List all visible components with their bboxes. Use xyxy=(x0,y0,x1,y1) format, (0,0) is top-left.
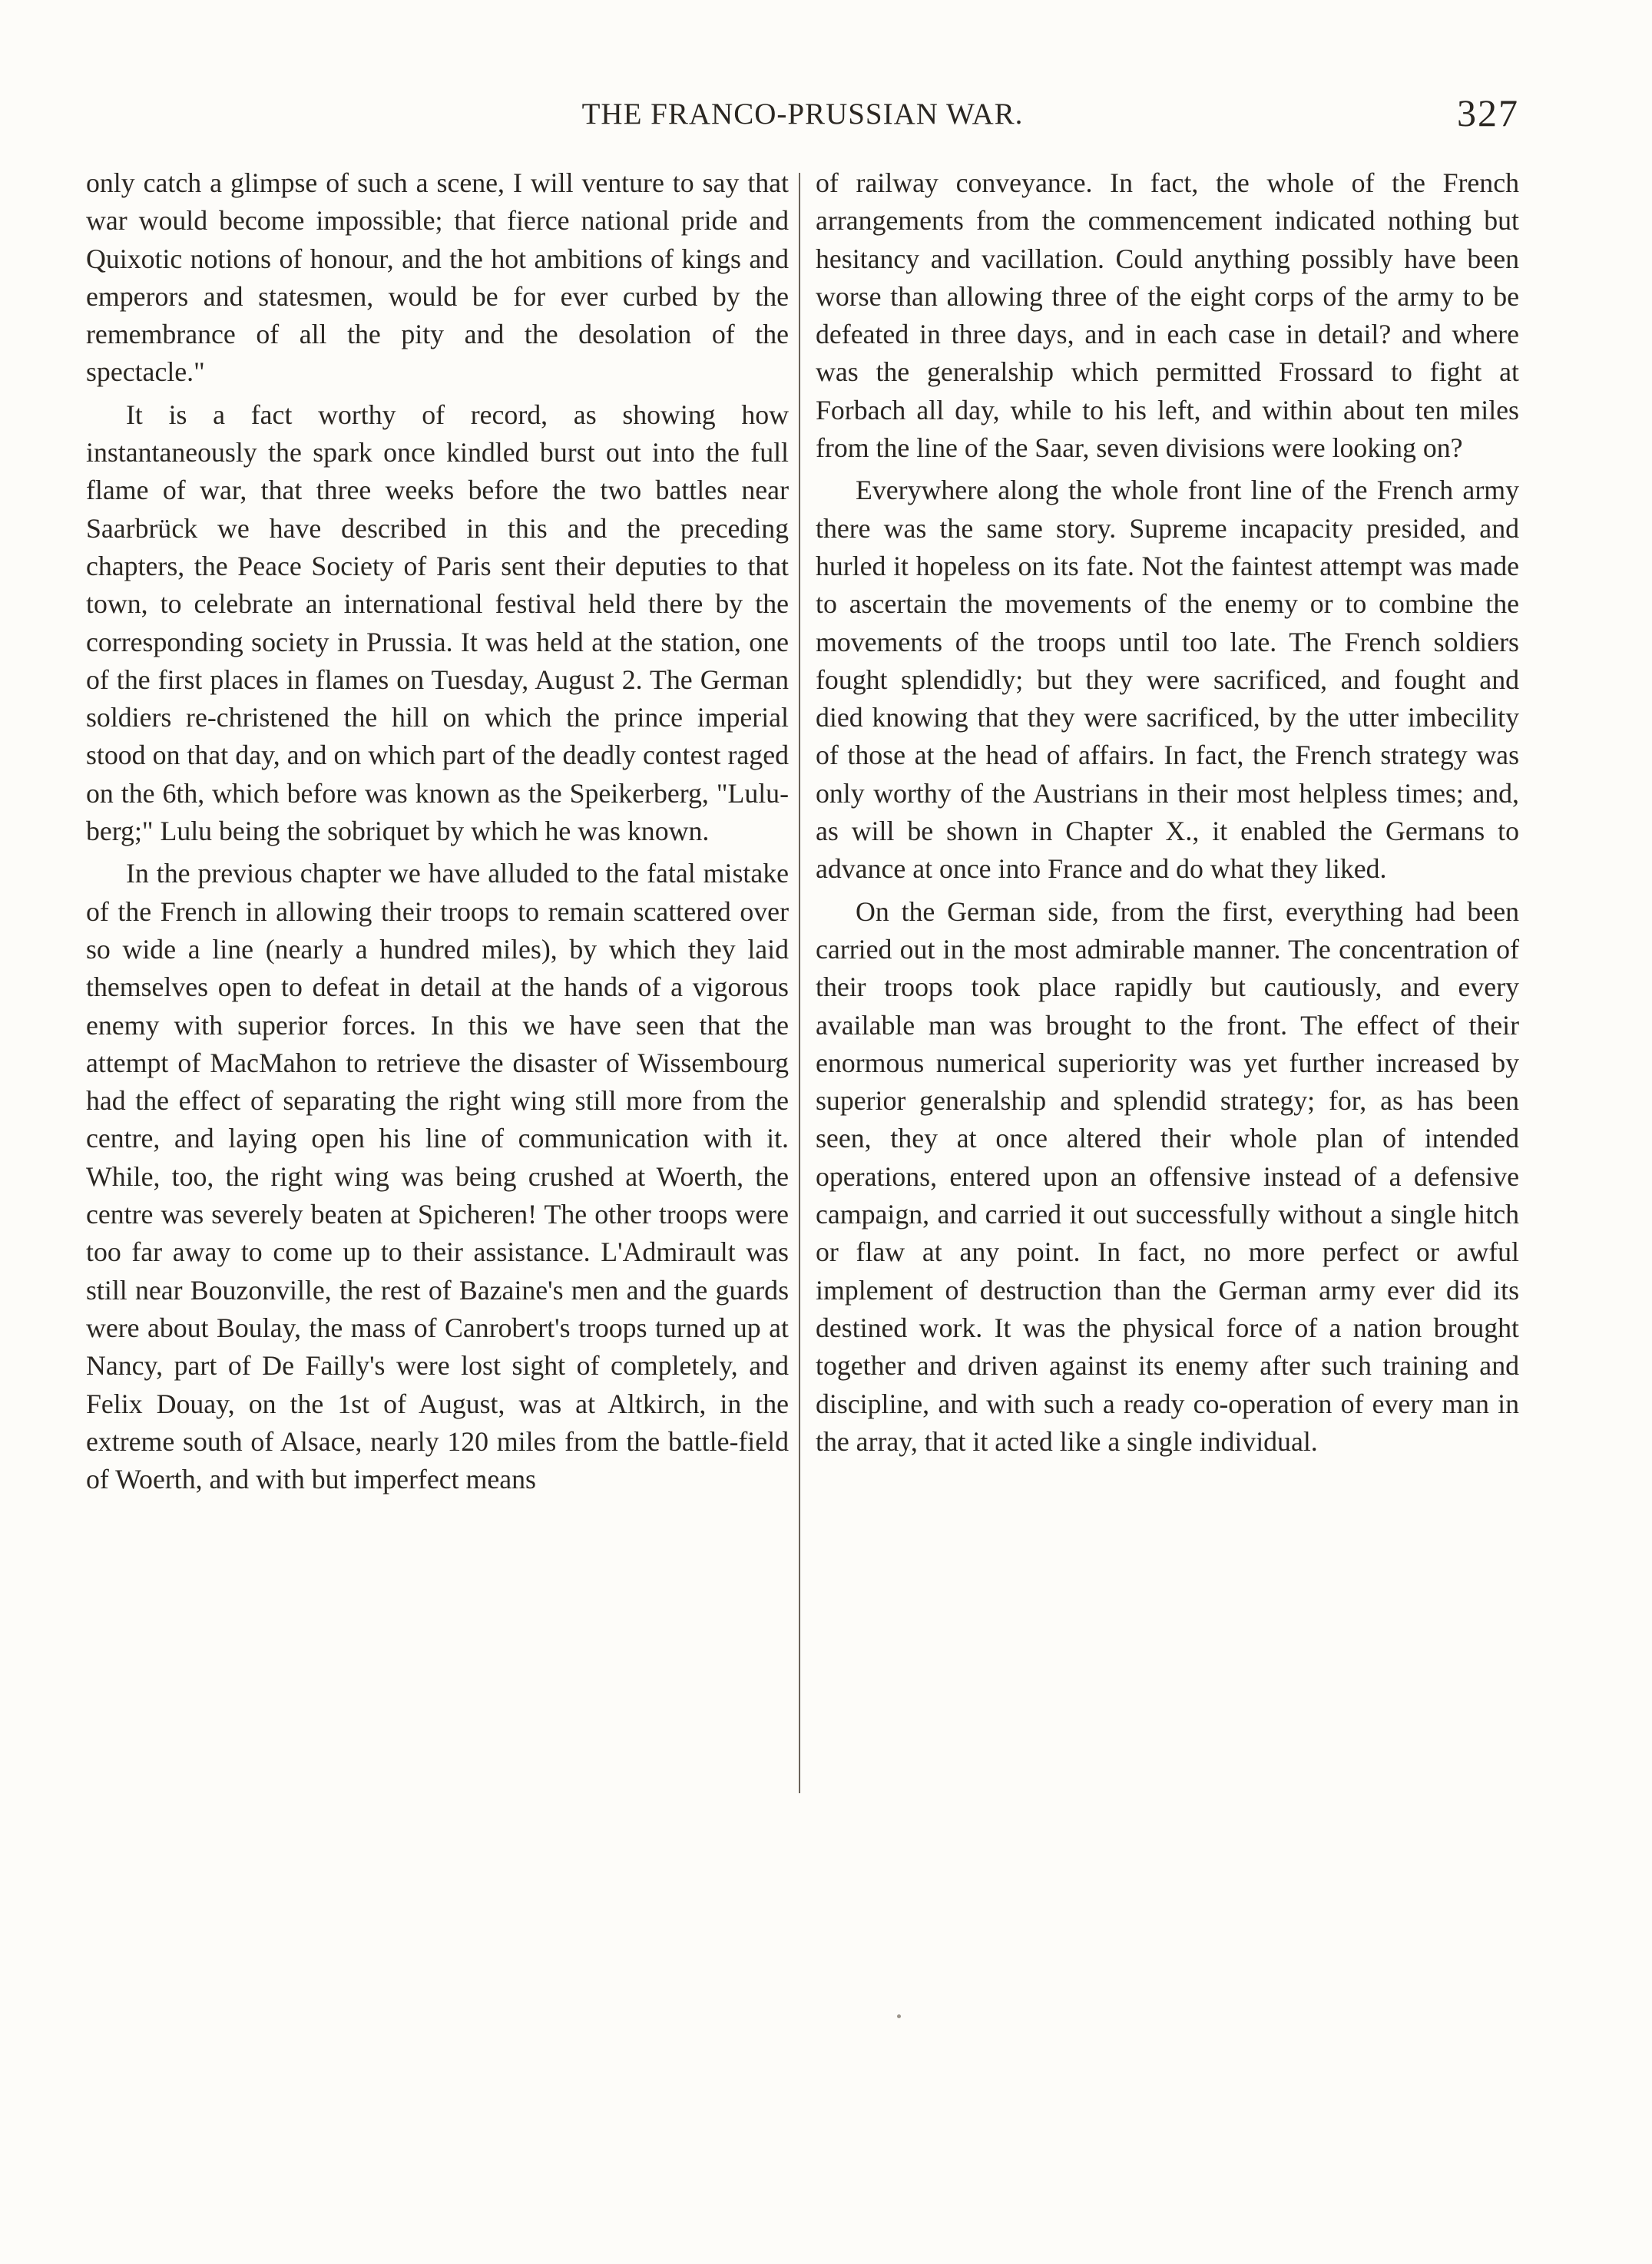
ink-speck xyxy=(897,2014,901,2018)
right-paragraph-3: On the German side, from the first, everything had been carried out in the most admirable manner. The concentration of their troops took place rapidly but cautiously, and every available man was brought to the front. The effect of their enormous numerical superiority was yet further increased by superior generalship and splendid strategy; for, as has been seen, they at once altered their whole plan of intended operations, entered upon an offensive instead of a defensive campaign, and carried it out successfully without a single hitch or flaw at any point. In fact, no more perfect or awful implement of destruction than the German army ever did its destined work. It was the physical force of a nation brought together and driven against its enemy after such training and discipline, and with such a ready co-operation of every man in the array, that it acted like a single individual. xyxy=(816,895,1519,1457)
column-divider xyxy=(799,173,800,1793)
running-title: THE FRANCO-PRUSSIAN WAR. xyxy=(581,98,1024,131)
page-number: 327 xyxy=(1457,91,1519,134)
right-column xyxy=(816,164,1519,1465)
left-paragraph-3: In the previous chapter we have alluded to the fatal mistake of the French in allowing their troops to remain scattered over so wide a line (nearly a hundred miles), by which they laid themselves open to defeat in detail at the hands of a vigorous enemy with superior forces. In this we have seen that the attempt of MacMahon to retrieve the disaster of Wissembourg had the effect of separating the right wing still more from the centre, and laying open his line of communication with it. While, too, the right wing was being crushed at Woerth, the centre was severely beaten at Spicheren! The other troops were too far away to come up to their assistance. L'Admirault was still near Bouzonville, the rest of Bazaine's men and the guards were about Boulay, the mass of Canrobert's troops turned up at Nancy, part of De Failly's were lost sight of completely, and Felix Douay, on the 1st of August, was at Altkirch, in the extreme south of Alsace, nearly 120 miles from the battle-field of Woerth, and with but imperfect means xyxy=(86,858,789,1495)
left-column xyxy=(86,164,789,1503)
left-paragraph-1: only catch a glimpse of such a scene, I will venture to say that war would become impossible; that fierce national pride and Quixotic notions of honour, and the hot ambitions of kings and emperors and statesmen, would be for ever curbed by the remembrance of all the pity and the desolation of the spectacle." xyxy=(86,167,789,388)
left-paragraph-2: It is a fact worthy of record, as showing how instantaneously the spark once kindled burst out into the full flame of war, that three weeks before the two battles near Saarbrück we have described in this and the preceding chapters, the Peace Society of Paris sent their deputies to that town, to celebrate an international festival held there by the corresponding society in Prussia. It was held at the station, one of the first places in flames on Tuesday, August 2. The German soldiers re-christened the hill on which the prince imperial stood on that day, and on which part of the deadly contest raged on the 6th, which before was known as the Speikerberg, "Lulu-berg;" Lulu being the sobriquet by which he was known. xyxy=(86,399,789,847)
running-head xyxy=(86,91,1519,144)
right-paragraph-2: Everywhere along the whole front line of the French army there was the same story. Supreme incapacity presided, and hurled it hopeless on its fate. Not the faintest attempt was made to ascertain the movements of the enemy or to combine the movements of the troops until too late. The French soldiers fought splendidly; but they were sacrificed, and fought and died knowing that they were sacrificed, by the utter imbecility of those at the head of affairs. In fact, the French strategy was only worthy of the Austrians in their most helpless times; and, as will be shown in Chapter X., it enabled the Germans to advance at once into France and do what they liked. xyxy=(816,475,1519,885)
right-paragraph-1: of railway conveyance. In fact, the whole of the French arrangements from the commencement indicated nothing but hesitancy and vacillation. Could anything possibly have been worse than allowing three of the eight corps of the army to be defeated in three days, and in each case in detail? and where was the generalship which permitted Frossard to fight at Forbach all day, while to his left, and within about ten miles from the line of the Saar, seven divisions were looking on? xyxy=(816,167,1519,464)
